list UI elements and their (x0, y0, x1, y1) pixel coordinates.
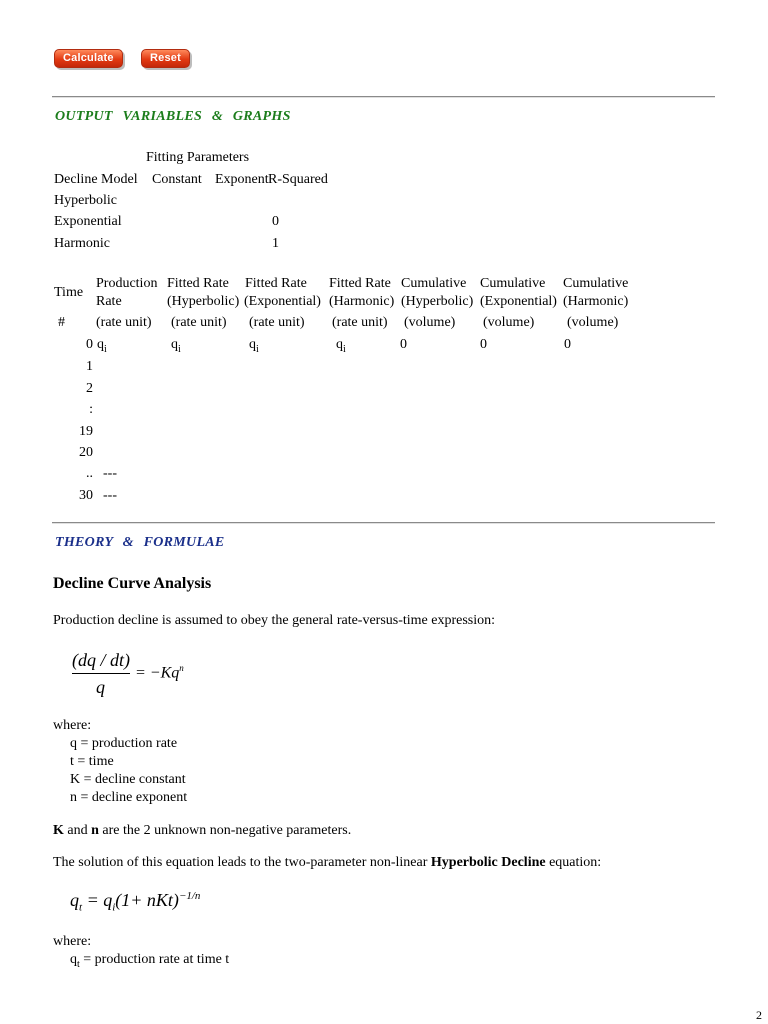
time-cell: 20 (79, 445, 93, 460)
hyperbolic-equation: $q_t = q_i(1+ nKt)^{-1/n}$ (70, 890, 201, 914)
fitted-hyp-cell: $q_i$ (171, 337, 181, 355)
row-harmonic: Harmonic (54, 236, 110, 251)
reset-button[interactable]: Reset (141, 49, 190, 68)
divider (52, 522, 715, 524)
cum-hyp-cell: 0 (400, 337, 407, 352)
col-unit: (volume) (483, 315, 535, 330)
parameters-text: K and n are the 2 unknown non-negative parameters. (53, 823, 352, 838)
col-header: (Exponential) (244, 294, 321, 309)
col-header: Rate (96, 294, 122, 309)
definition: K = decline constant (70, 772, 186, 787)
col-unit: (volume) (404, 315, 456, 330)
solution-text: The solution of this equation leads to the two-parameter non-linear Hyperbolic Decline equation: (53, 855, 602, 870)
definition: $q_t$ = production rate at time t (70, 952, 230, 970)
definition: q = production rate (70, 736, 178, 751)
fitted-exp-cell: $q_i$ (249, 337, 259, 355)
eq-rhs: = $-Kq^n$ (135, 663, 184, 682)
col-header: (Exponential) (480, 294, 557, 309)
theory-heading: THEORY & FORMULAE (55, 535, 225, 550)
col-unit: (rate unit) (249, 315, 305, 330)
eq-denominator: q (96, 677, 105, 697)
col-header: (Hyperbolic) (401, 294, 474, 309)
col-header: Cumulative (401, 276, 467, 291)
time-cell: : (89, 402, 93, 417)
col-r-squared: R-Squared (268, 172, 328, 187)
fitted-harm-cell: $q_i$ (336, 337, 346, 355)
col-time: Time (54, 285, 84, 300)
col-header: (Hyperbolic) (167, 294, 240, 309)
definition: n = decline exponent (70, 790, 188, 805)
time-cell: 19 (79, 424, 93, 439)
col-header: Cumulative (563, 276, 629, 291)
divider (52, 96, 715, 98)
col-exponent: Exponent (215, 172, 269, 187)
col-header: Fitted Rate (167, 276, 229, 291)
time-cell: 0 (86, 337, 93, 352)
col-unit: (rate unit) (332, 315, 388, 330)
time-cell: .. (86, 466, 93, 481)
rate-cell: $q_i$ (97, 337, 107, 355)
time-cell: 30 (79, 488, 93, 503)
time-cell: 1 (86, 359, 93, 374)
fitting-parameters-header: Fitting Parameters (146, 150, 250, 165)
col-time-unit: # (58, 315, 65, 330)
col-decline-model: Decline Model (54, 172, 138, 187)
where-label: where: (53, 718, 92, 733)
col-header: Fitted Rate (245, 276, 307, 291)
col-header: (Harmonic) (329, 294, 395, 309)
cum-harm-cell: 0 (564, 337, 571, 352)
rate-cell: --- (103, 466, 117, 481)
row-hyperbolic: Hyperbolic (54, 193, 117, 208)
col-header: Production (96, 276, 158, 291)
cum-exp-cell: 0 (480, 337, 487, 352)
output-heading: OUTPUT VARIABLES & GRAPHS (55, 109, 291, 124)
col-constant: Constant (152, 172, 202, 187)
col-header: Fitted Rate (329, 276, 391, 291)
col-unit: (volume) (567, 315, 619, 330)
definition: t = time (70, 754, 114, 769)
col-unit: (rate unit) (171, 315, 227, 330)
col-header: (Harmonic) (563, 294, 629, 309)
time-cell: 2 (86, 381, 93, 396)
exponent-value: 0 (272, 214, 279, 229)
section-title: Decline Curve Analysis (53, 575, 212, 592)
rate-cell: --- (103, 488, 117, 503)
col-unit: (rate unit) (96, 315, 152, 330)
eq-numerator: (dq / dt) (72, 650, 130, 670)
calculate-button[interactable]: Calculate (54, 49, 123, 68)
fraction-bar (72, 673, 130, 674)
row-exponential: Exponential (54, 214, 122, 229)
intro-text: Production decline is assumed to obey the general rate-versus-time expression: (53, 613, 496, 628)
where-label: where: (53, 934, 92, 949)
page-number: 2 (756, 1008, 762, 1022)
exponent-value: 1 (272, 236, 279, 251)
col-header: Cumulative (480, 276, 546, 291)
